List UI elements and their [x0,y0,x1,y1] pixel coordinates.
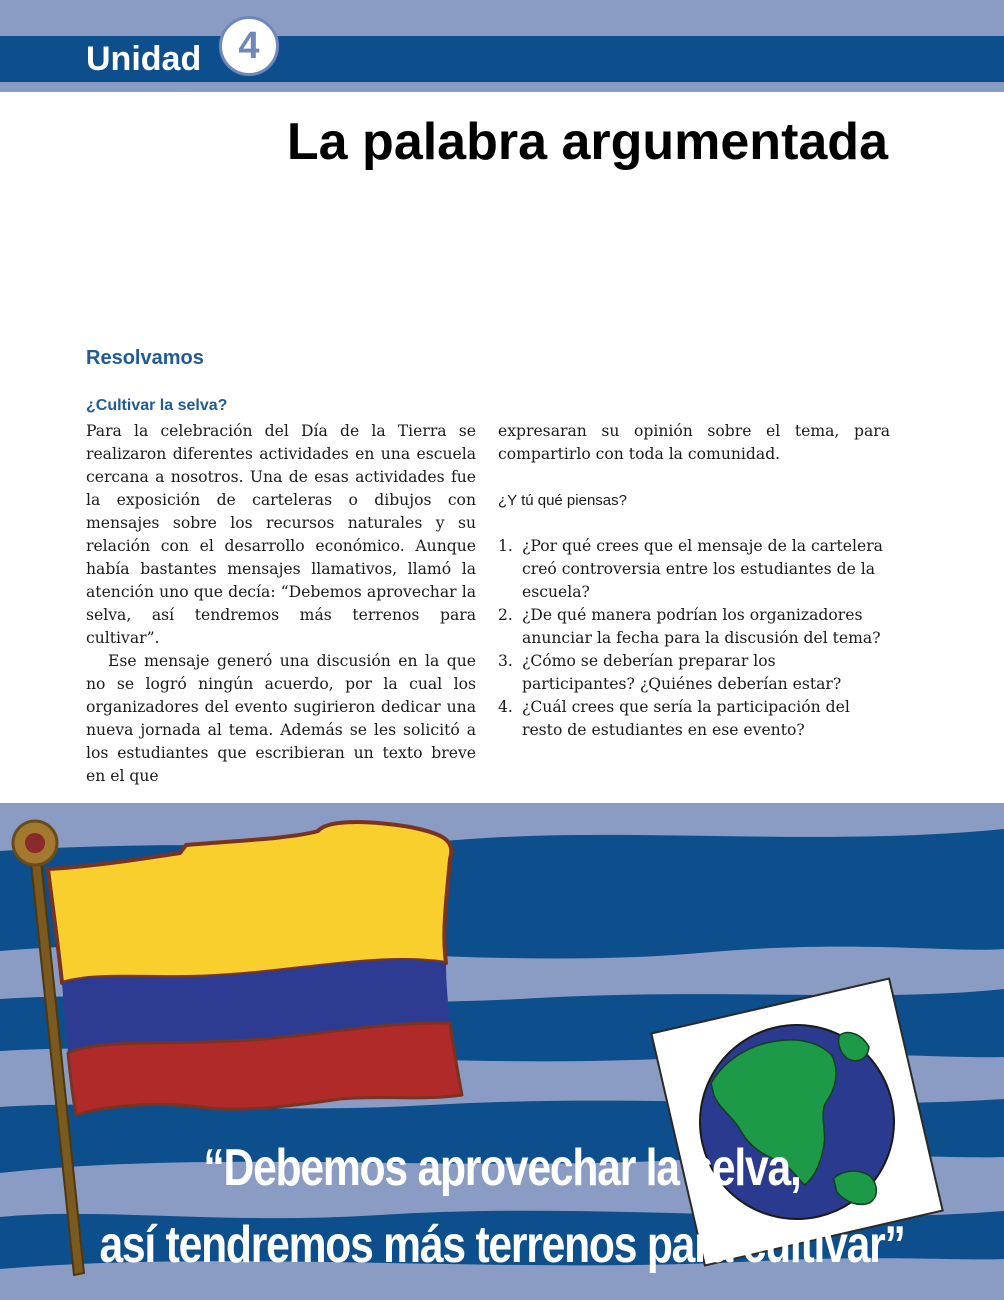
activity-subheading: ¿Cultivar la selva? [86,397,228,414]
poster-slogan-line-2: así tendremos más terrenos para cultivar” [99,1216,905,1274]
unit-header-underline [0,82,1004,92]
right-column [498,420,890,742]
paragraph-intro: Para la celebración del Día de la Tierra se realizaron diferentes actividades en una escuela cercana a nosotros. Una de esas actividades fue la exposición de carteleras o dibujos con mensajes sobre los recursos naturales y su relación con el desarrollo económico. Aunque había bastantes mensajes llamativos, llamó la atención uno que decía: “Debemos aprovechar la selva, así tendremos más terrenos para cultivar”. [86,422,476,647]
question-text: ¿Por qué crees que el mensaje de la cartelera creó controversia entre los estudiantes de la escuela? [522,537,883,601]
question-item [498,696,890,742]
questions-list [498,535,890,742]
poster-slogan-line-1: “Debemos aprovechar la selva, [203,1139,801,1197]
question-number: 2. [498,606,513,624]
unit-number: 4 [238,24,260,67]
top-accent-band [0,0,1004,36]
paragraph-discussion-continued: expresaran su opinión sobre el tema, para compartirlo con toda la comunidad. [498,422,890,463]
left-column [86,420,476,785]
section-heading: Resolvamos [86,347,204,369]
question-number: 4. [498,698,513,716]
question-item [498,650,890,696]
paragraph-discussion: Ese mensaje generó una discusión en la que no se logró ningún acuerdo, por la cual los organizadores del evento sugirieron dedicar una nueva jornada al tema. Además se les solicitó a los estudiantes que escribieran un texto breve en el que [86,652,476,785]
question-text: ¿Cuál crees que sería la participación del resto de estudiantes en ese evento? [522,698,850,739]
question-number: 3. [498,652,513,670]
question-item [498,535,890,604]
questions-prompt: ¿Y tú qué piensas? [498,492,627,509]
question-text: ¿Cómo se deberían preparar los participantes? ¿Quiénes deberían estar? [522,652,842,693]
question-item [498,604,890,650]
unit-number-badge [219,16,279,76]
question-number: 1. [498,537,513,555]
question-text: ¿De qué manera podrían los organizadores anunciar la fecha para la discusión del tema? [522,606,881,647]
unit-label: Unidad [86,40,202,78]
page-title: La palabra argumentada [286,113,888,171]
